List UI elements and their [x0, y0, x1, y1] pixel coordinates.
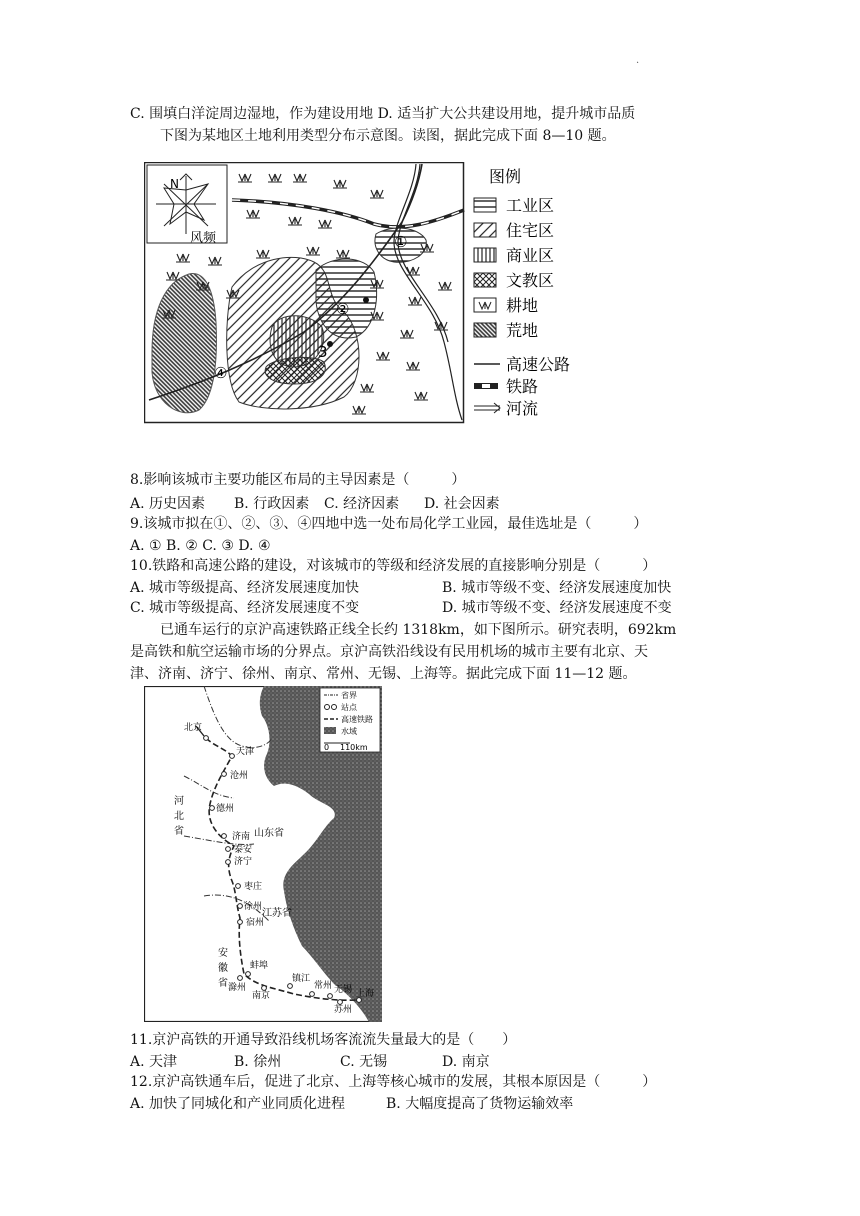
station-dot — [246, 972, 251, 977]
page-dot: · — [636, 58, 640, 69]
q11-option-b: B. 徐州 — [234, 1054, 282, 1070]
q10-option-d: D. 城市等级不变、经济发展速度不变 — [442, 600, 672, 616]
intro-11-12-line2: 是高铁和航空运输市场的分界点。京沪高铁沿线设有民用机场的城市主要有北京、天 — [130, 644, 648, 660]
q10-option-a: A. 城市等级提高、经济发展速度加快 — [130, 580, 360, 596]
station-label: 沧州 — [230, 771, 249, 781]
station-dot — [230, 754, 235, 759]
legend-river: 河流 — [506, 399, 539, 418]
province-he-2: 北 — [174, 811, 184, 822]
q12-options — [130, 1094, 574, 1114]
compass-n: N — [170, 177, 179, 191]
station-label: 北京 — [184, 723, 203, 733]
question-11: 11.京沪高铁的开通导致沿线机场客流流失量最大的是（ ） — [130, 1032, 517, 1048]
station-dot — [288, 984, 293, 989]
station-label: 无锡 — [334, 985, 353, 995]
station-dot — [262, 986, 267, 991]
legend-title: 图例 — [489, 167, 522, 186]
station-dot — [210, 806, 215, 811]
station-dot — [238, 920, 243, 925]
question-10: 10.铁路和高速公路的建设，对该城市的等级和经济发展的直接影响分别是（ ） — [130, 558, 657, 574]
station-label: 南京 — [252, 991, 271, 1001]
q10-option-c: C. 城市等级提高、经济发展速度不变 — [130, 600, 360, 616]
legend-farmland: 耕地 — [506, 296, 539, 315]
q11-options — [130, 1052, 490, 1072]
q11-option-a: A. 天津 — [130, 1054, 178, 1070]
station-label: 上海 — [356, 989, 375, 999]
q8-option-b: B. 行政因素 — [234, 496, 310, 512]
legend-border: 省界 — [341, 691, 357, 700]
legend-education: 文教区 — [506, 271, 555, 290]
station-dot — [238, 976, 243, 981]
legend-commercial: 商业区 — [506, 246, 555, 265]
legend-station: 站点 — [341, 703, 357, 712]
intro-11-12-line3: 津、济南、济宁、徐州、南京、常州、无锡、上海等。据此完成下面 11—12 题。 — [130, 666, 637, 682]
q10-options-ab — [130, 578, 672, 598]
province-an-3: 省 — [218, 978, 228, 989]
province-shandong: 山东省 — [254, 828, 284, 839]
legend — [474, 198, 500, 413]
q10-option-b: B. 城市等级不变、经济发展速度加快 — [442, 580, 672, 596]
q8-option-d: D. 社会因素 — [424, 496, 500, 512]
q8-option-a: A. 历史因素 — [130, 496, 206, 512]
intro-11-12-line1: 已通车运行的京沪高速铁路正线全长约 1318km，如下图所示。研究表明，692km — [160, 622, 677, 638]
station-label: 镇江 — [292, 974, 311, 984]
marker-4: ④ — [214, 364, 228, 382]
station-dot — [222, 772, 227, 777]
q10-options-cd — [130, 598, 672, 618]
option-line-c-d: C. 围填白洋淀周边湿地，作为建设用地 D. 适当扩大公共建设用地，提升城市品质 — [130, 106, 636, 122]
station-label: 滁州 — [228, 983, 247, 993]
station-dot — [328, 994, 333, 999]
land-use-map — [144, 162, 594, 424]
intro-8-10: 下图为某地区土地利用类型分布示意图。读图，据此完成下面 8—10 题。 — [160, 128, 616, 144]
station-label: 徐州 — [244, 902, 263, 912]
q12-option-a: A. 加快了同城化和产业同质化进程 — [130, 1096, 346, 1112]
station-label: 天津 — [236, 747, 255, 757]
station-dot — [236, 884, 241, 889]
station-label: 济南 — [232, 832, 251, 842]
q8-option-c: C. 经济因素 — [324, 496, 400, 512]
station-label: 苏州 — [334, 1005, 353, 1015]
station-label: 宿州 — [246, 918, 265, 928]
marker-1: ① — [394, 233, 408, 251]
province-jiangsu: 江苏省 — [262, 908, 292, 919]
station-label: 蚌埠 — [250, 961, 269, 971]
scale-zero: 0 — [324, 743, 330, 752]
legend-water: 水域 — [341, 727, 357, 736]
station-dot — [226, 847, 231, 852]
station-dot — [226, 860, 231, 865]
q8-options — [130, 494, 500, 514]
station-dot — [310, 992, 315, 997]
legend-residential: 住宅区 — [506, 221, 555, 240]
q11-option-c: C. 无锡 — [340, 1054, 388, 1070]
station-label: 德州 — [216, 804, 235, 814]
province-he-1: 河 — [174, 796, 184, 807]
province-an-2: 徽 — [218, 963, 228, 974]
station-dot — [338, 1000, 343, 1005]
station-label: 泰安 — [234, 845, 253, 855]
scale-label: 110km — [340, 743, 368, 752]
marker-2: ② — [336, 300, 350, 318]
station-label: 济宁 — [234, 857, 253, 867]
province-an-1: 安 — [218, 948, 228, 959]
q12-option-b: B. 大幅度提高了货物运输效率 — [386, 1096, 574, 1112]
station-dot — [222, 834, 227, 839]
education-area — [265, 357, 325, 384]
question-8: 8.影响该城市主要功能区布局的主导因素是（ ） — [130, 472, 466, 488]
legend-rail: 高速铁路 — [341, 715, 373, 724]
question-9: 9.该城市拟在①、②、③、④四地中选一处布局化学工业园，最佳选址是（ ） — [130, 516, 648, 532]
legend-wasteland: 荒地 — [506, 321, 539, 340]
legend-railway: 铁路 — [506, 377, 539, 396]
marker-3: 3 — [318, 343, 328, 361]
compass-label: 风频 — [190, 231, 217, 246]
station-dot — [238, 904, 243, 909]
legend-industrial: 工业区 — [506, 196, 555, 215]
rail-map — [144, 686, 382, 1022]
q11-option-d: D. 南京 — [442, 1054, 490, 1070]
legend-highway: 高速公路 — [506, 355, 571, 374]
station-dot — [204, 736, 209, 741]
question-12: 12.京沪高铁通车后，促进了北京、上海等核心城市的发展，其根本原因是（ ） — [130, 1074, 657, 1090]
q9-options: A. ① B. ② C. ③ D. ④ — [130, 538, 271, 554]
station-label: 枣庄 — [244, 882, 263, 892]
station-label: 常州 — [314, 981, 333, 991]
province-he-3: 省 — [174, 826, 184, 837]
